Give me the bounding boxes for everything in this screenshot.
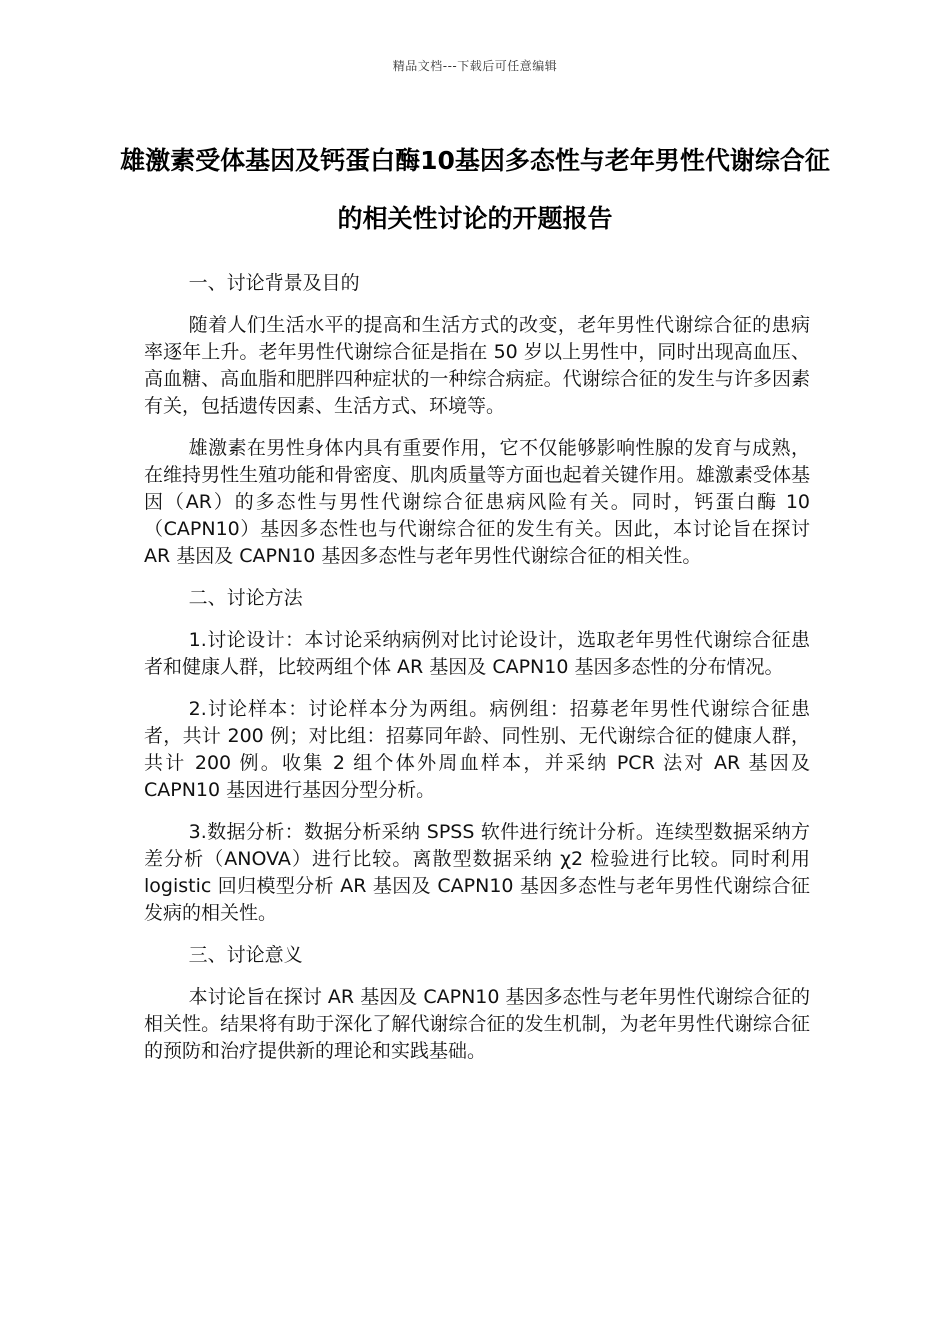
header-note: 精品文档---下载后可任意编辑: [392, 59, 558, 73]
section-heading: 三、讨论意义: [188, 944, 303, 966]
section-methods: [144, 585, 810, 927]
paragraph: 1.讨论设计：本讨论采纳病例对比讨论设计，选取老年男性代谢综合征患者和健康人群，比较两组个体 AR 基因及 CAPN10 基因多态性的分布情况。: [144, 629, 810, 678]
document-body: [144, 270, 810, 1080]
section-significance: [144, 942, 810, 1065]
document-title: 雄激素受体基因及钙蛋白酶10基因多态性与老年男性代谢综合征的相关性讨论的开题报告: [120, 146, 830, 233]
section-background: [144, 270, 810, 570]
paragraph: 2.讨论样本：讨论样本分为两组。病例组：招募老年男性代谢综合征患者，共计 200 例；对比组：招募同年龄、同性别、无代谢综合征的健康人群，共计 200 例。收集 2 组个体外周血样本，并采纳 PCR 法对 AR 基因及 CAPN10 基因进行基因分型分析。: [144, 698, 810, 801]
paragraph: 随着人们生活水平的提高和生活方式的改变，老年男性代谢综合征的患病率逐年上升。老年男性代谢综合征是指在 50 岁以上男性中，同时出现高血压、高血糖、高血脂和肥胖四种症状的一种综合病症。代谢综合征的发生与许多因素有关，包括遗传因素、生活方式、环境等。: [144, 314, 810, 417]
section-heading: 二、讨论方法: [188, 587, 303, 609]
paragraph: 3.数据分析：数据分析采纳 SPSS 软件进行统计分析。连续型数据采纳方差分析（ANOVA）进行比较。离散型数据采纳 χ2 检验进行比较。同时利用 logistic 回归模型分析 AR 基因及 CAPN10 基因多态性与老年男性代谢综合征发病的相关性。: [144, 821, 810, 924]
section-heading: 一、讨论背景及目的: [188, 272, 360, 294]
paragraph: 本讨论旨在探讨 AR 基因及 CAPN10 基因多态性与老年男性代谢综合征的相关性。结果将有助于深化了解代谢综合征的发生机制，为老年男性代谢综合征的预防和治疗提供新的理论和实践基础。: [144, 986, 810, 1062]
paragraph: 雄激素在男性身体内具有重要作用，它不仅能够影响性腺的发育与成熟，在维持男性生殖功能和骨密度、肌肉质量等方面也起着关键作用。雄激素受体基因（AR）的多态性与男性代谢综合征患病风险有关。同时，钙蛋白酶 10（CAPN10）基因多态性也与代谢综合征的发生有关。因此，本讨论旨在探讨 AR 基因及 CAPN10 基因多态性与老年男性代谢综合征的相关性。: [144, 437, 810, 567]
